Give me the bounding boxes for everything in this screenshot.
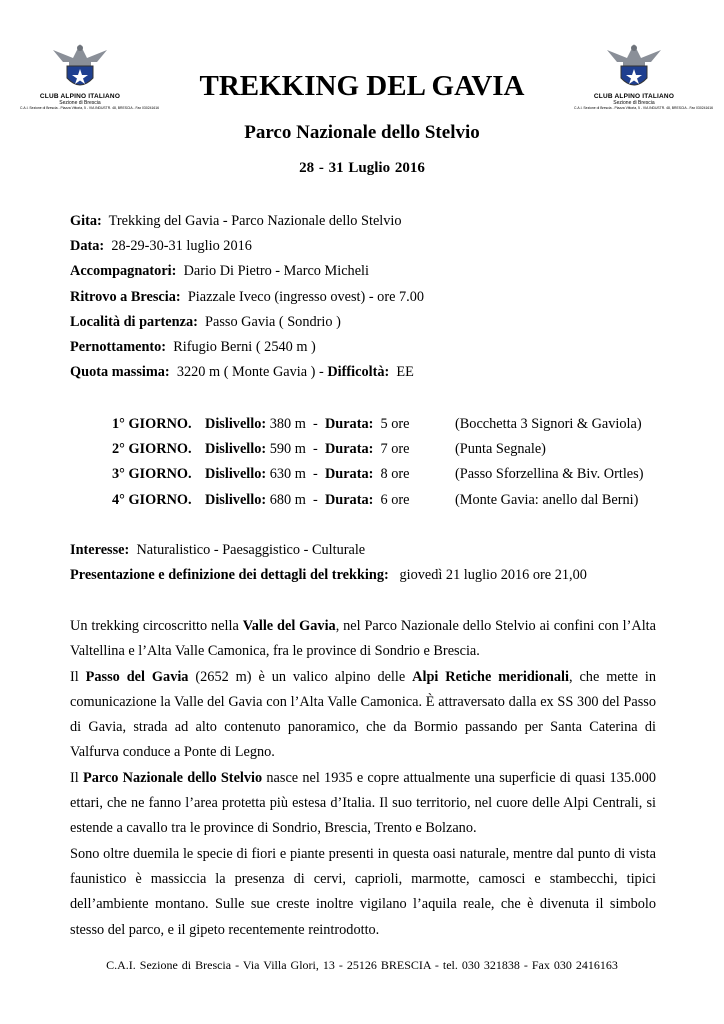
day-stats: Dislivello: 680 m - Durata: 6 ore <box>205 491 410 508</box>
info-pernottamento <box>70 335 670 360</box>
page-footer: C.A.I. Sezione di Brescia - Via Villa Glori, 13 - 25126 BRESCIA - tel. 030 321838 - Fax 030 2416163 <box>106 958 618 972</box>
info-value: Passo Gavia ( Sondrio ) <box>205 313 341 330</box>
paragraph: Il Passo del Gavia (2652 m) è un valico alpino delle Alpi Retiche meridionali, che mette in comunicazione la Valle del Gavia con l’Alta Valle Camonica. È attraversato dalla ex SS 300 del Passo di Gavia, strada ad alto contenuto panoramico, che da Bormio passando per Santa Caterina di Valfurva conduce a Ponte di Legno. <box>70 668 656 761</box>
info-gita <box>70 209 670 234</box>
info-label: Interesse: <box>70 542 130 558</box>
day-stats: Dislivello: 380 m - Durata: 5 ore <box>205 416 410 432</box>
info-ritrovo <box>70 285 670 310</box>
club-section: Sezione di Brescia <box>613 100 655 106</box>
page-title: TREKKING DEL GAVIA <box>199 70 525 102</box>
day-row <box>112 412 672 437</box>
day-row <box>112 462 672 487</box>
day-stats: Dislivello: 590 m - Durata: 7 ore <box>205 441 410 458</box>
info-label: Ritrovo a Brescia: <box>70 288 181 305</box>
info-localita <box>70 310 670 335</box>
info-value: Rifugio Berni ( 2540 m ) <box>173 338 316 355</box>
info-label: Data: <box>70 238 105 255</box>
info-value: 3220 m ( Monte Gavia ) - <box>176 364 324 381</box>
day-note: (Bocchetta 3 Signori & Gaviola) <box>455 416 642 432</box>
info-value: EE <box>396 364 414 381</box>
day-label: 1° GIORNO. <box>112 416 192 432</box>
info-label: Accompagnatori: <box>70 263 177 280</box>
interest-block <box>70 538 670 588</box>
day-note: (Passo Sforzellina & Biv. Ortles) <box>455 466 644 483</box>
club-name: CLUB ALPINO ITALIANO <box>593 93 675 100</box>
daily-schedule <box>112 412 672 513</box>
day-note: (Monte Gavia: anello dal Berni) <box>455 491 639 508</box>
day-label: 3° GIORNO. <box>112 466 192 483</box>
info-label: Pernottamento: <box>70 338 167 355</box>
info-value: Naturalistico - Paesaggistico - Culturale <box>136 542 366 558</box>
interest-row <box>70 538 670 563</box>
day-row <box>112 437 672 462</box>
paragraph: Sono oltre duemila le specie di fiori e piante presenti in questa oasi naturale, mentre dal punto di vista faunistico è massiccia la presenza di cervi, caprioli, marmotte, camosci e stambecchi, tipici dell’ambiente montano. Sulle sue creste inoltre vigilano l’aquila reale, che è divenuta il simbolo stesso del parco, e il gipeto recentemente reintrodotto. <box>70 845 656 938</box>
info-label: Difficoltà: <box>327 364 390 381</box>
info-accompagnatori <box>70 259 670 284</box>
page-subtitle: Parco Nazionale dello Stelvio <box>244 122 480 143</box>
info-label: Località di partenza: <box>70 313 198 330</box>
info-value: giovedì 21 luglio 2016 ore 21,00 <box>399 567 587 584</box>
info-value: Piazzale Iveco (ingresso ovest) - ore 7.00 <box>187 288 425 305</box>
info-label: Quota massima: <box>70 364 170 381</box>
trip-info <box>70 209 670 385</box>
day-note: (Punta Segnale) <box>455 441 546 458</box>
day-stats: Dislivello: 630 m - Durata: 8 ore <box>205 466 410 483</box>
info-label: Gita: <box>70 213 102 229</box>
club-section: Sezione di Brescia <box>59 100 101 106</box>
presentation-row <box>70 563 670 588</box>
trip-dates: 28 - 31 Luglio 2016 <box>299 160 425 176</box>
description <box>70 614 656 943</box>
day-row <box>112 488 672 513</box>
club-address: C.A.I. Sezione di Brescia - Piazza Vittoria, 5 - VIA INDUSTR. 48, BRESCIA - Fax 030241616 <box>574 106 714 110</box>
info-value: 28-29-30-31 luglio 2016 <box>111 238 252 255</box>
info-quota <box>70 360 670 385</box>
paragraph: Un trekking circoscritto nella Valle del Gavia, nel Parco Nazionale dello Stelvio ai confini con l’Alta Valtellina e l’Alta Valle Camonica, fra le province di Sondrio e Brescia. <box>70 618 656 660</box>
club-name: CLUB ALPINO ITALIANO <box>39 93 121 100</box>
day-label: 4° GIORNO. <box>112 491 192 508</box>
info-data <box>70 234 670 259</box>
paragraph: Il Parco Nazionale dello Stelvio nasce nel 1935 e copre attualmente una superficie di quasi 135.000 ettari, che ne fanno l’area protetta più estesa d’Italia. Il suo territorio, nel cuore delle Alpi Centrali, si estende a cavallo tra le province di Sondrio, Brescia, Trento e Bolzano. <box>70 769 656 837</box>
info-label: Presentazione e definizione dei dettagli del trekking: <box>70 567 389 584</box>
day-label: 2° GIORNO. <box>112 441 192 458</box>
info-value: Dario Di Pietro - Marco Micheli <box>183 263 369 280</box>
info-value: Trekking del Gavia - Parco Nazionale dello Stelvio <box>108 213 402 229</box>
club-address: C.A.I. Sezione di Brescia - Piazza Vittoria, 5 - VIA INDUSTR. 48, BRESCIA - Fax 030241616 <box>20 106 160 110</box>
